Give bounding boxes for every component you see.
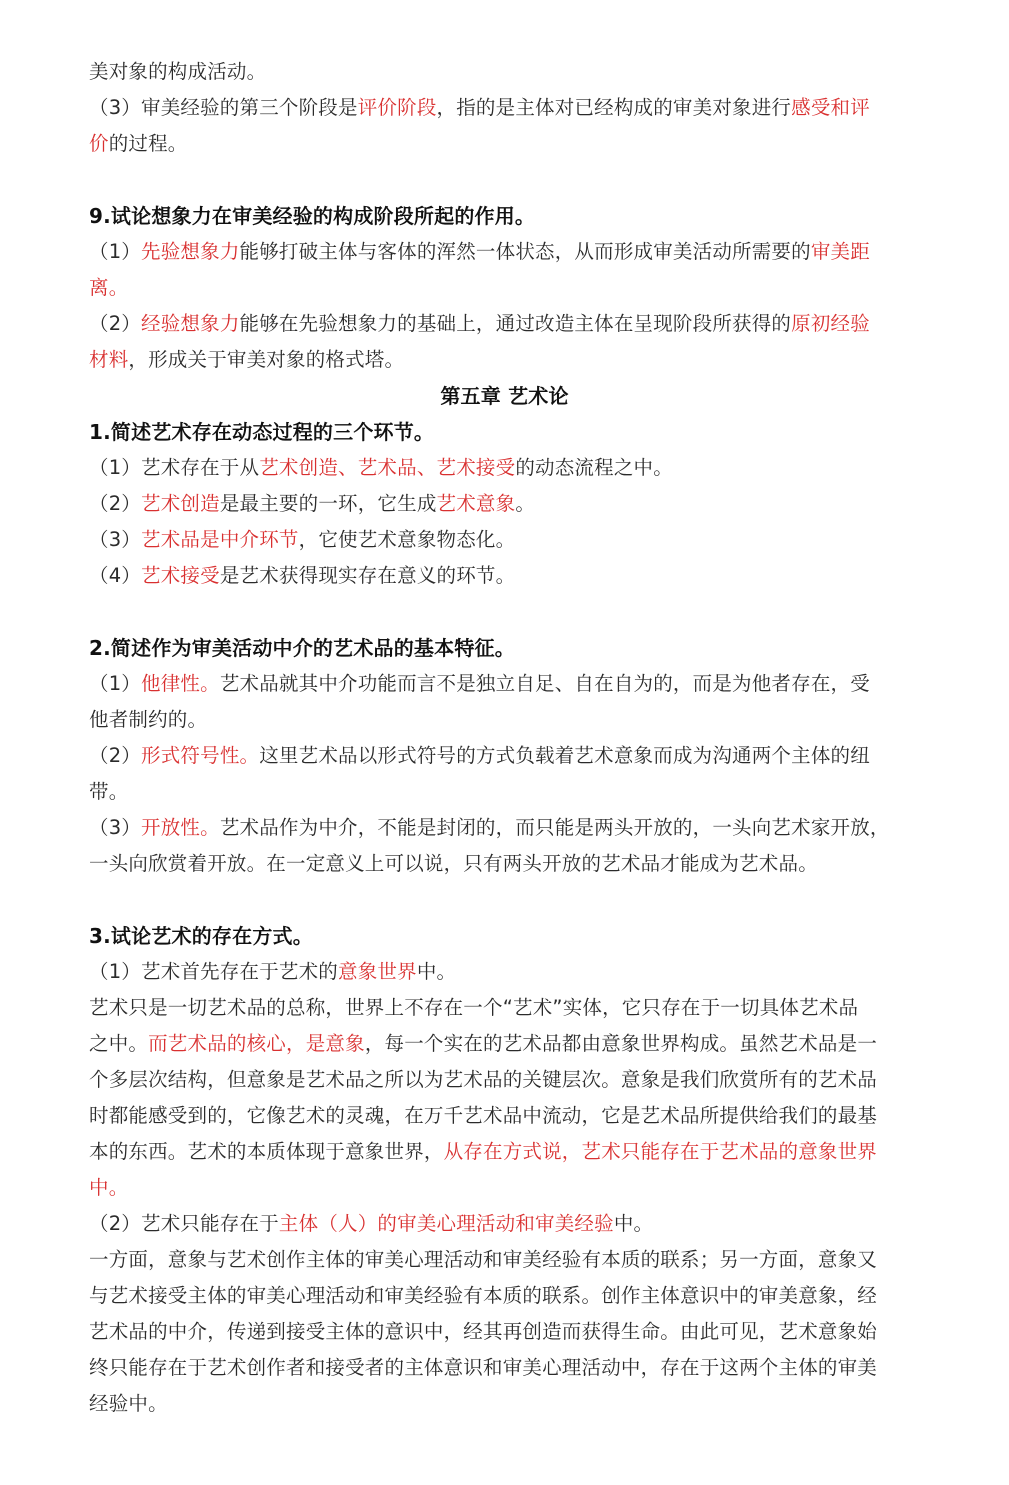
text-line	[89, 1026, 929, 1062]
text-line	[89, 702, 929, 738]
body-text: ，指的是主体对已经构成的审美对象进行	[436, 96, 792, 119]
text-line	[89, 54, 929, 90]
text-line	[89, 342, 929, 378]
highlight-text: 主体（人）的审美心理活动和审美经验	[278, 1212, 614, 1235]
highlight-text: 审美距	[810, 240, 870, 263]
body-text: 与艺术接受主体的审美心理活动和审美经验有本质的联系。创作主体意识中的审美意象，经	[89, 1284, 878, 1307]
body-text: 一头向欣赏着开放。在一定意义上可以说，只有两头开放的艺术品才能成为艺术品。	[89, 852, 818, 875]
text-line	[89, 1170, 929, 1206]
body-text: 1.简述艺术存在动态过程的三个环节。	[89, 420, 435, 444]
text-line	[89, 1314, 929, 1350]
highlight-text: 艺术创造	[141, 492, 220, 515]
body-text: 9.试论想象力在审美经验的构成阶段所起的作用。	[89, 204, 536, 228]
section-heading	[89, 918, 929, 954]
text-line	[89, 666, 929, 702]
body-text: 能够在先验想象力的基础上，通过改造主体在呈现阶段所获得的	[239, 312, 792, 335]
body-text: 艺术品作为中介，不能是封闭的，而只能是两头开放的，一头向艺术家开放，	[219, 816, 890, 839]
body-text: 能够打破主体与客体的浑然一体状态，从而形成审美活动所需要的	[239, 240, 811, 263]
body-text: ，它使艺术意象物态化。	[298, 528, 516, 551]
highlight-text: 价	[89, 132, 109, 155]
text-line	[89, 558, 929, 594]
body-text: 中。	[416, 960, 457, 983]
body-text: 艺术品的中介，传递到接受主体的意识中，经其再创造而获得生命。由此可见，艺术意象始	[89, 1320, 878, 1343]
text-line	[89, 90, 929, 126]
highlight-text: 先验想象力	[141, 240, 240, 263]
highlight-text: 意象世界	[338, 960, 417, 983]
body-text: 这里艺术品以形式符号的方式负载着艺术意象而成为沟通两个主体的纽	[259, 744, 870, 767]
text-line	[89, 1386, 929, 1422]
text-line	[89, 522, 929, 558]
body-text: （2）	[89, 312, 142, 335]
highlight-text: 评价阶段	[357, 96, 437, 119]
text-line	[89, 1134, 929, 1170]
body-text: 的过程。	[108, 132, 188, 155]
body-text: 他者制约的。	[89, 708, 208, 731]
text-line	[89, 486, 929, 522]
body-text: （3）	[89, 816, 142, 839]
text-line	[89, 126, 929, 162]
highlight-text: 经验想象力	[141, 312, 240, 335]
body-text: （1）	[89, 240, 142, 263]
highlight-text: 艺术接受	[141, 564, 220, 587]
text-line	[89, 1278, 929, 1314]
highlight-text: 他律性。	[141, 672, 220, 695]
highlight-text: 中。	[89, 1176, 129, 1199]
body-text: 中。	[613, 1212, 654, 1235]
highlight-text: 艺术意象	[436, 492, 516, 515]
body-text: （3）审美经验的第三个阶段是	[89, 96, 358, 119]
highlight-text: 离。	[89, 276, 129, 299]
text-line	[89, 270, 929, 306]
text-line	[89, 774, 929, 810]
highlight-text: 艺术品是中介环节	[141, 528, 299, 551]
chapter-title	[0, 378, 1009, 414]
body-text: 个多层次结构，但意象是艺术品之所以为艺术品的关键层次。意象是我们欣赏所有的艺术品	[89, 1068, 878, 1091]
text-line	[89, 1206, 929, 1242]
body-text: 是艺术获得现实存在意义的环节。	[219, 564, 516, 587]
text-line	[89, 306, 929, 342]
text-line	[89, 450, 929, 486]
body-text: 艺术只是一切艺术品的总称，世界上不存在一个“艺术”实体，它只存在于一切具体艺术品	[89, 996, 859, 1019]
body-text: 2.简述作为审美活动中介的艺术品的基本特征。	[89, 636, 515, 660]
text-line	[89, 1242, 929, 1278]
body-text: （2）艺术只能存在于	[89, 1212, 279, 1235]
body-text: 的动态流程之中。	[515, 456, 673, 479]
text-line	[89, 810, 929, 846]
body-text: 3.试论艺术的存在方式。	[89, 924, 313, 948]
body-text: 艺术品就其中介功能而言不是独立自足、自在自为的，而是为他者存在，受	[219, 672, 870, 695]
body-text: （3）	[89, 528, 142, 551]
text-line	[89, 234, 929, 270]
text-line	[89, 954, 929, 990]
highlight-text: 形式符号性。	[141, 744, 260, 767]
text-line	[89, 738, 929, 774]
body-text: ，每一个实在的艺术品都由意象世界构成。虽然艺术品是一	[364, 1032, 878, 1055]
body-text: 经验中。	[89, 1392, 168, 1415]
section-heading	[89, 630, 929, 666]
text-line	[89, 1062, 929, 1098]
body-text: 美对象的构成活动。	[89, 60, 267, 83]
highlight-text: 从存在方式说，艺术只能存在于艺术品的意象世界	[443, 1140, 878, 1163]
text-line	[89, 1350, 929, 1386]
body-text: 之中。	[89, 1032, 149, 1055]
body-text: 终只能存在于艺术创作者和接受者的主体意识和审美心理活动中，存在于这两个主体的审美	[89, 1356, 878, 1379]
body-text: （4）	[89, 564, 142, 587]
highlight-text: 艺术创造、艺术品、艺术接受	[259, 456, 516, 479]
body-text: （1）艺术存在于从	[89, 456, 260, 479]
section-heading	[89, 414, 929, 450]
body-text: 是最主要的一环，它生成	[219, 492, 437, 515]
highlight-text: 感受和评	[791, 96, 870, 119]
body-text: （2）	[89, 744, 142, 767]
text-line	[89, 990, 929, 1026]
body-text: 。	[515, 492, 536, 515]
body-text: ，形成关于审美对象的格式塔。	[128, 348, 405, 371]
body-text: 一方面，意象与艺术创作主体的审美心理活动和审美经验有本质的联系；另一方面，意象又	[89, 1248, 878, 1271]
body-text: 本的东西。艺术的本质体现于意象世界，	[89, 1140, 444, 1163]
highlight-text: 而艺术品的核心，是意象	[148, 1032, 365, 1055]
text-line	[89, 846, 929, 882]
text-line	[89, 1098, 929, 1134]
highlight-text: 材料	[89, 348, 129, 371]
body-text: 时都能感受到的，它像艺术的灵魂，在万千艺术品中流动，它是艺术品所提供给我们的最基	[89, 1104, 878, 1127]
body-text: （2）	[89, 492, 142, 515]
section-heading	[89, 198, 929, 234]
highlight-text: 开放性。	[141, 816, 220, 839]
body-text: 第五章 艺术论	[440, 384, 569, 408]
body-text: 带。	[89, 780, 129, 803]
body-text: （1）	[89, 672, 142, 695]
body-text: （1）艺术首先存在于艺术的	[89, 960, 339, 983]
highlight-text: 原初经验	[791, 312, 870, 335]
